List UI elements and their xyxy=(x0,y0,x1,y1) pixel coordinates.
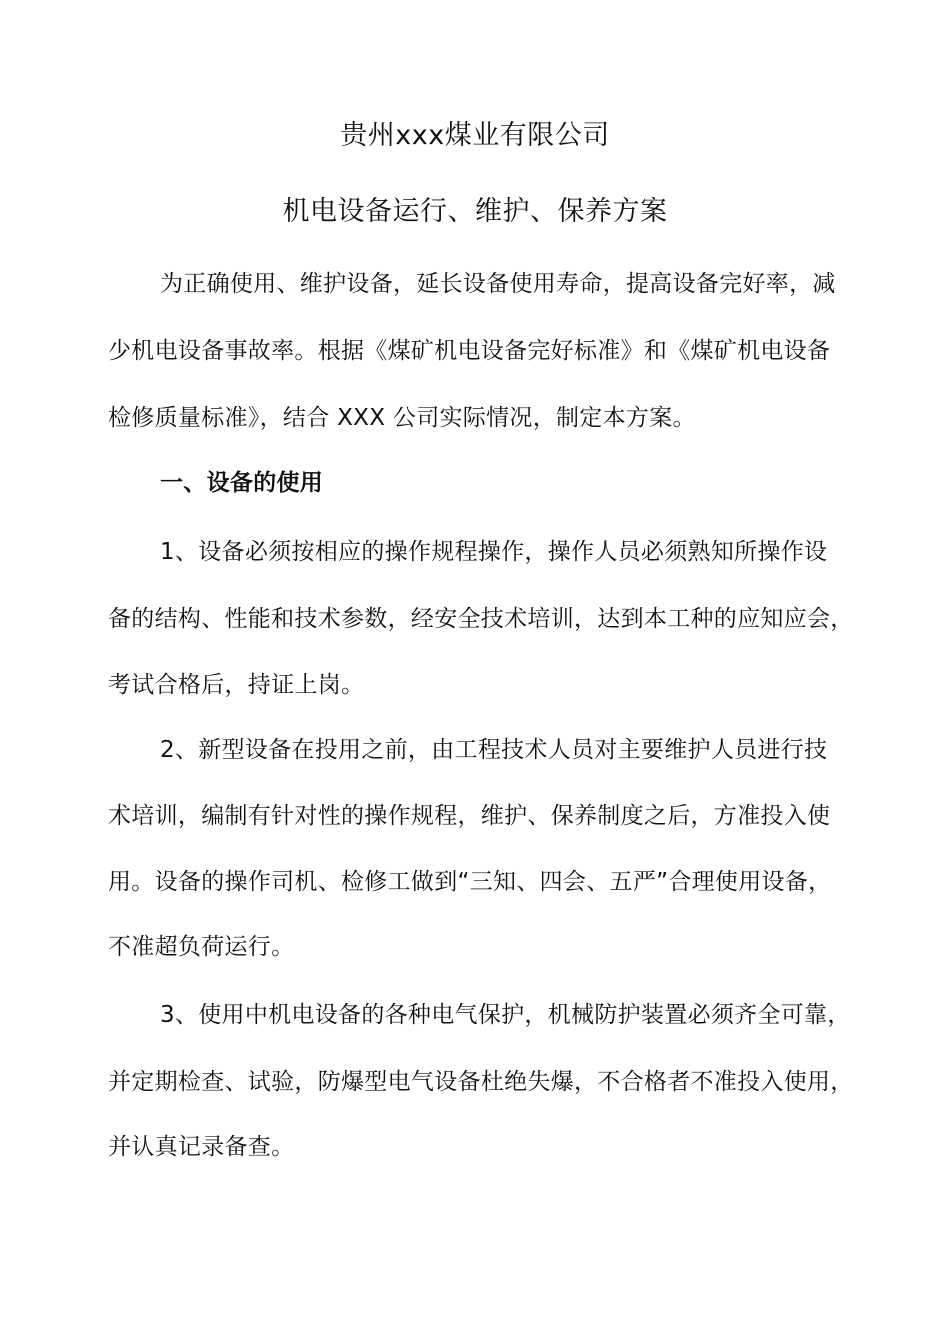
item-1-line-2: 备的结构、性能和技术参数，经安全技术培训，达到本工种的应知应会， xyxy=(108,606,854,632)
item-2-line-1: 2、新型设备在投用之前，由工程技术人员对主要维护人员进行技 xyxy=(160,737,828,763)
item-3-line-1: 3、使用中机电设备的各种电气保护，机械防护装置必须齐全可靠， xyxy=(160,1002,851,1028)
item-2-line-3: 用。设备的操作司机、检修工做到“三知、四会、五严”合理使用设备， xyxy=(108,869,832,895)
item-2-line-2: 术培训，编制有针对性的操作规程，维护、保养制度之后，方准投入使 xyxy=(108,803,831,829)
item-3-line-3: 并认真记录备查。 xyxy=(108,1134,295,1160)
intro-line-2: 少机电设备事故率。根据《煤矿机电设备完好标准》和《煤矿机电设备 xyxy=(108,338,831,364)
item-1-line-1: 1、设备必须按相应的操作规程操作，操作人员必须熟知所操作设 xyxy=(160,539,828,565)
item-1-line-3: 考试合格后，持证上岗。 xyxy=(108,672,365,698)
item-3-line-2: 并定期检查、试验，防爆型电气设备杜绝失爆，不合格者不准投入使用， xyxy=(108,1069,854,1095)
intro-line-3: 检修质量标准》，结合 XXX 公司实际情况，制定本方案。 xyxy=(108,405,696,431)
item-2-line-4: 不准超负荷运行。 xyxy=(108,934,295,960)
document-title: 贵州xxx煤业有限公司 xyxy=(340,120,610,151)
section-heading-usage: 一、设备的使用 xyxy=(160,470,324,496)
document-subtitle: 机电设备运行、维护、保养方案 xyxy=(282,196,668,227)
intro-line-1: 为正确使用、维护设备，延长设备使用寿命，提高设备完好率，减 xyxy=(160,271,836,297)
